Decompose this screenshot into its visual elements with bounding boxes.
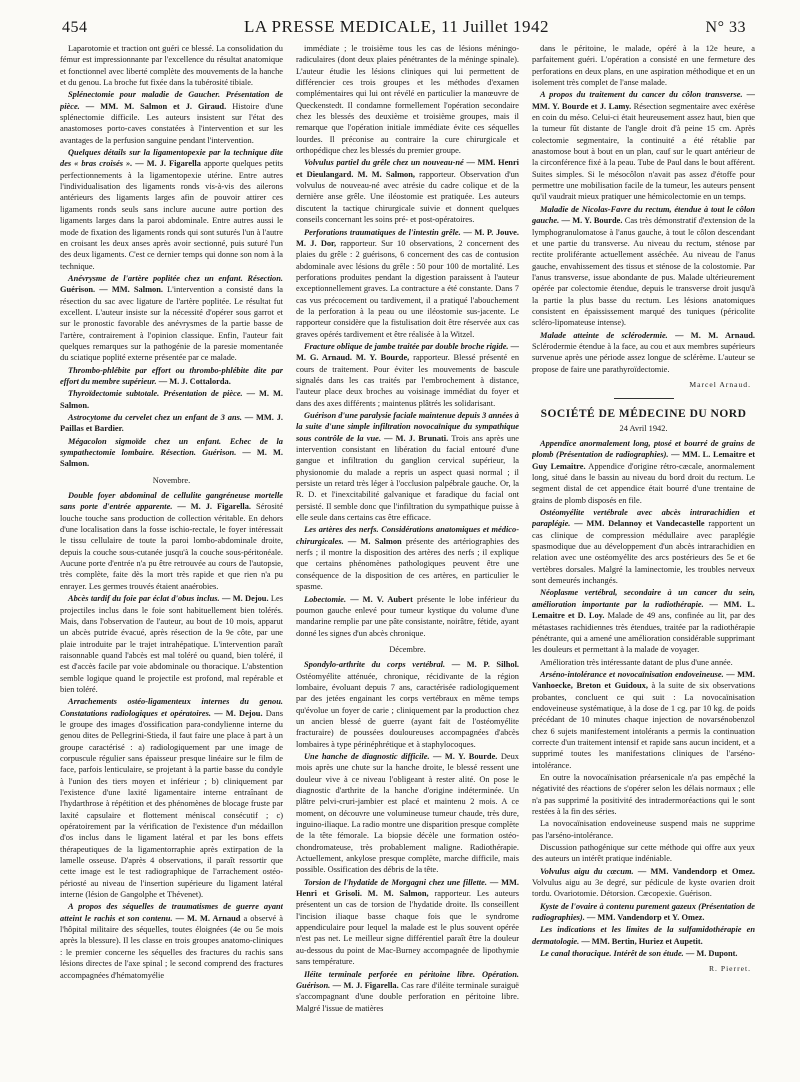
entry-title: Thyroïdectomie subtotale. Présentation de pièce. <box>68 389 243 399</box>
entry-text: apporte quelques petits perfectionnements à la ligamentopexie utérine. Entre autres l'individualisation des ligaments ronds vis-à-vis des ailerons antérieurs des ligaments larges afin de pouvoir attirer ces ligaments ronds seuls sans inclure aucune autre portion des ligaments larges dans la paroi abdominale. Entre autres aussi le mode de fixation des ligaments ronds qui sont suturés l'un à l'autre en croisant les deux anses après avoir sectionné, puis suturé l'un des deux ligaments. C'est ce dernier temps qui donne son nom à la technique. <box>60 159 283 271</box>
entry-title: A propos des séquelles de traumatismes de guerre ayant atteint le rachis et son contenu. <box>60 902 283 923</box>
entry-authors: — M. J. Brunati. <box>380 433 449 443</box>
entry-text: rapporteur. Sur 10 observations, 2 concernent des plaies du grêle : 2 guérisons, 6 concernent des cas de contusion abdominale avec lésions du grêle : 50 pour 100 de mortalité. Les perforations produites pendant la digestion paraissent à l'auteur exceptionnellement graves. La contracture a été constante. Dans 7 cas vus précocement ou tardivement, il a pratiqué l'abouchement de la perforation à la peau ou une iléostomie sus-jacente. Le rapporteur considère que la fistulisation doit être réservée aux cas graves opérés tardivement et être réalisée à la Witzel. <box>296 238 519 339</box>
entry-text: rapporteur. Observation d'un volvulus de nouveau-né avec atrésie du cadre colique et de la dernière anse grêle. Une iléostomie est pratiquée. Les auteurs discutent la tactique chirurgicale suivie et donnent quelques conseils concernant les soins pré- et post-opératoires. <box>296 169 519 225</box>
entry-title: Une hanche de diagnostic difficile. <box>304 751 430 761</box>
entry-text: Histoire d'une splénectomie difficile. Les auteurs insistent sur l'état des anastomoses porto-caves constatées à l'intervention et sur les avantages de la perfusion sanguine pendant l'intervention. <box>60 101 283 145</box>
entry-text: Deux mois après une chute sur la hanche droite, le blessé ressent une douleur vive à ce niveau l'obligeant à rester alité. On pose le diagnostic d'arthrite de la hanche d'origine indéterminée. Un plâtre pelvi-cruri-jambier est placé et maintenu 2 mois. A ce moment, on découvre une volumineuse tumeur chaude, très dure, inguino-iliaque. La radio montre une disparition presque complète de la tête fémorale. La biopsie décèle une formation ostéo-chondromateuse, très probablement maligne. Radiothérapie. Actuellement, ankylose presque complète, marche difficile, mais possible. Ossification des débris de la tête. <box>296 751 519 875</box>
entry-title: A propos du traitement du cancer du côlon transverse. <box>540 90 743 100</box>
entry-title: Les indications et les limites de la sulfamidothérapie en dermatologie. <box>532 925 755 946</box>
entry-text: présente des artériographies des nerfs ; il montre la disposition des artères des nerfs ; il explique que certains phénomènes pathologiques peuvent être une conséquence de la disposition de ces artères, en particulier le spasme. <box>296 536 519 592</box>
entry-title: Volvulus aigu du cæcum. <box>540 866 634 876</box>
communication-entry <box>532 901 755 924</box>
entry-text: rapporteur. Blessé présenté en cours de traitement. Pour éviter les mouvements de bascule signalés dans les cas traités par l'embrochement à distance, l'auteur place deux broches au voisinage immédiat du foyer et dans des axes différents ; maintenus plâtrés les solidarisant. <box>296 353 519 408</box>
entry-text: Sérosité louche touche sans production de collection véritable. En dehors d'une localisation dans la fosse ischio-rectale, le foyer intéressait le tissu cellulaire de toute la paroi lombo-abdominale droite, depuis la couche sous-cutanée jusqu'à la couche sous-péritonéale. Aucune porte d'entrée n'a pu être retrouvée au cours de l'autopsie, très complète, faite dès la mort très rapide et que rien n'a pu enrayer. Les germes trouvés étaient anaérobies. <box>60 502 283 591</box>
column-1 <box>60 43 283 1073</box>
communication-entry <box>60 273 283 364</box>
communication-entry <box>532 587 755 655</box>
communication-entry <box>296 751 519 876</box>
entry-title: Arrachements ostéo-ligamenteux internes du genou. Constatations radiologiques et opératoires. <box>60 697 283 718</box>
entry-text: Résection segmentaire avec exérèse en coin du méso. Celui-ci était heureusement assez haut, bien que la tumeur fût distante de l'angle droit d'à peine 15 cm. Après colectomie segmentaire, la continuité a été rétablie par anastomose bout à bout en un plan, cauf sur le quart antérieur de la circonférence fixé à la peau. Tube de Paul dans le bout afférent. Suites simples. Si le mésocôlon n'avait pas assez d'étoffe pour permettre une mobilisation facile de la tumeur, les auteurs pensent qu'il vaudrait mieux pratiquer une hémicolectomie en un temps. <box>532 101 755 202</box>
communication-entry <box>532 669 755 771</box>
entry-title: Spondylo-arthrite du corps vertébral. <box>304 660 446 670</box>
communication-entry <box>60 365 283 388</box>
paragraph: Amélioration très intéressante datant de plus d'une année. <box>540 657 733 667</box>
communication-entry <box>296 410 519 523</box>
entry-title: Volvulus partiel du grêle chez un nouveau-né <box>304 158 464 168</box>
communication-entry <box>532 438 755 506</box>
month-heading: Décembre. <box>389 644 426 654</box>
entry-title: Arséno-intolérance et novocaïnisation endoveineuse. <box>540 669 724 679</box>
entry-title: Fracture oblique de jambe traitée par double broche rigide. <box>304 341 509 351</box>
entry-text: Trois ans après une intervention consistant en libération du facial entouré d'une gangue et infiltration du ganglion cervical supérieur, la physionomie du malade a repris un aspect quasi normal ; il persiste un retard très léger à l'occlusion palpébrale gauche. Or, la R. D. et l'inexcitabilité galvanique et faradique du facial ont persisté. Il semble donc que l'infiltration du sympathique puisse à elle seule dans certains cas être efficace. <box>296 433 519 523</box>
entry-text: Ostéomyélite atténuée, chronique, récidivante de la région lombaire, évoluant depuis 7 ans, caractérisée radiologiquement par des jetées engainant les corps vertébraux en même temps qu'évolue un foyer de carie ; cliniquement par la production chez un ancien blessé de guerre (ayant fait de l'ostéomyélite fracturaire) de poussées douloureuses accompagnées d'abcès lombaires à type périnéphrétique et à staphylocoques. <box>296 671 519 749</box>
entry-authors: Guérison. — MM. Salmon. <box>60 285 163 295</box>
entry-authors: — M. M. Salmon. <box>60 389 283 410</box>
entry-authors: — MM. Delannoy et Vandecastelle <box>570 519 705 529</box>
section-date: 24 Avril 1942. <box>619 423 668 433</box>
communication-entry <box>532 204 755 329</box>
entry-authors: — MM. Vanhoecke, Breton et Guidoux, <box>532 669 755 691</box>
entry-title: Le canal thoracique. Intérêt de son étude. <box>540 949 684 959</box>
entry-authors: — M. M. Salmon. <box>60 448 283 469</box>
communication-entry <box>532 507 755 586</box>
entry-title: Lobectomie. <box>304 594 347 604</box>
communication-entry <box>60 436 283 470</box>
entry-authors: — M. P. Silhol. <box>445 660 519 670</box>
entry-authors: — M. J. Figarella. <box>330 980 399 990</box>
communication-entry <box>60 593 283 695</box>
signature-pierret: R. Pierret. <box>708 964 751 974</box>
entry-text: Cas rare d'iléite terminale suraiguë s'accompagnant d'une double perforation en péritoine libre. Malgré l'issue de matières <box>296 980 519 1013</box>
entry-title: Astrocytome du cervelet chez un enfant de 3 ans. <box>68 413 242 422</box>
entry-title: Mégacolon sigmoïde chez un enfant. Echec de la sympathectomie lombaire. Résection. Guérison. <box>60 436 283 458</box>
entry-authors: — MM. M. Salmon et J. Giraud. <box>79 101 227 111</box>
communication-entry <box>532 866 755 900</box>
entry-text: Malade de 49 ans, confinée au lit, par des métastases rachidiennes très étendues, traitée par la radiothérapie pénétrante, qui a amené une amélioration considérable supprimant les douleurs et permettant à la malade de voyager. <box>532 611 755 655</box>
paragraph: Laparotomie et traction ont guéri ce blessé. La consolidation du fémur est impressionnante par l'excellence du résultat anatomique et fonctionnel avec liberté complète des mouvements de la hanche et du genou. La broche fut fixée dans la tubérosité tibiale. <box>60 44 283 88</box>
entry-text: Dans le groupe des images d'ossification para-condylienne interne du genou dites de Pellegrini-Stieda, il faut faire une place à part à un groupe caractérisé : a) radiologiquement par une image de corpuscule régulier sans épaisseur presque linéaire sur le film de face, parfois lenticulaire, se projetant à la partie basse du condyle à l'union des tiers moyen et inférieur ; b) cliniquement par l'existence d'une laxité ligamentaire interne entraînant de l'hydarthrose à répétition et des phénomènes de blocage fruste par laxité capsulaire et flottement méniscal consécutif ; c) opératoirement par la vérification de l'existence d'un médaillon d'os inclus dans le ligament latéral et par les bons effets thérapeutiques de la ligamentorraphie après extirpation de la lamelle osseuse. D'après 4 observations, il paraît ressortir que cette image est le test radiographique de l'arrachement ostéo-périosté au niveau de l'insertion supérieure du ligament latéral interne (lésion de Gangolphe et Thévenet). <box>60 708 283 900</box>
communication-entry <box>532 924 755 947</box>
entry-authors: — MM. Vandendorp et Omez. <box>633 866 755 876</box>
page-header <box>62 17 746 39</box>
paragraph: dans le péritoine, le malade, opéré à la 12e heure, a parfaitement guéri. L'opération a consisté en une fermeture des perforations en deux plans, en une aspiration méthodique et en un isolement très complet de l'anse malade. <box>532 44 755 88</box>
entry-title: Appendice anormalement long, ptosé et bourré de grains de plomb (Présentation de radiographies). <box>532 439 755 460</box>
entry-authors: — M. V. Aubert <box>346 594 413 604</box>
entry-authors: — MM. Henri et Grisoli. M. M. Salmon, <box>296 877 519 899</box>
communication-entry <box>296 594 519 639</box>
entry-title: Splénectomie pour maladie de Gaucher. Présentation de pièce. <box>60 90 283 111</box>
text-columns <box>60 43 755 1073</box>
section-divider <box>614 398 674 399</box>
entry-title: Iléite terminale perforée en péritoine libre. Opération. Guérison. <box>296 969 519 990</box>
entry-title: Abcès tardif du foie par éclat d'obus inclus. <box>68 594 220 604</box>
page-number: 454 <box>62 19 88 36</box>
entry-authors: — MM. Bertin, Huriez et Aupetit. <box>579 936 703 946</box>
signature-marcel-arnaud: Marcel Arnaud. <box>689 379 751 389</box>
entry-text: a observé à l'hôpital militaire des séquelles, toutes éloignées (4e ou 5e mois après la blessure). Il les classe en trois groupes anatomo-cliniques : le premier concerne les séquelles des fractures du rachis sans lésions directes de l'axe spinal ; le second comprend des fractures accompagnées d'hématomyélie <box>60 913 283 980</box>
journal-title: LA PRESSE MEDICALE, 11 Juillet 1942 <box>244 17 549 36</box>
communication-entry <box>60 490 283 592</box>
communication-entry <box>296 877 519 968</box>
entry-authors: — M. Dejou. <box>210 708 263 718</box>
entry-authors: — MM. L. Lemaitre et Guy Lemaitre. <box>532 450 755 471</box>
month-heading: Novembre. <box>152 475 191 485</box>
entry-text: à la suite de six observations probantes, concluent ce qui suit : La novocaïnisation endoveineuse systématique, à la dose de 1 cg. par 10 kg. de poids précédant de 10 minutes chaque injection de novarsénobenzol chez 6 sujets manifestement intolérants a permis la continuation correcte d'un traitement intensif et rapide sans aucun incident, et a supprimé toutes les manifestations cliniques de l'arséno-intolérance. <box>532 681 755 770</box>
entry-title: Perforations traumatiques de l'intestin grêle. <box>304 227 461 237</box>
communication-entry <box>532 89 755 202</box>
communication-entry <box>532 948 755 959</box>
entry-text: Volvulus aigu au 3e degré, sur pédicule de kyste ovarien droit tordu. Ovariotomie. Détorsion. Cæcopexie. Guérison. <box>532 878 755 899</box>
column-2 <box>296 43 519 1073</box>
entry-title: Torsion de l'hydatide de Morgagni chez une fillette. <box>304 877 487 887</box>
entry-title: Quelques détails sur la ligamentopexie par la technique dite des « bras croisés ». <box>60 148 283 169</box>
communication-entry <box>296 227 519 340</box>
communication-entry <box>60 89 283 146</box>
entry-authors: — MM. J. Paillas et Bardier. <box>60 413 283 434</box>
paragraph: Discussion pathogénique sur cette méthode qui offre aux yeux des auteurs un intérêt pratique indéniable. <box>532 843 755 864</box>
entry-authors: — M. Dupont. <box>683 949 738 959</box>
entry-title: Ostéomyélite vertébrale avec abcès intrarachidien et paraplégie. <box>532 508 755 529</box>
entry-title: Guérison d'une paralysie faciale maintenue depuis 3 années à la suite d'une simple infiltration novocaïnique du sympathique sous contrôle de la vue. <box>296 411 519 443</box>
column-3-top <box>532 43 755 375</box>
entry-authors: — M. M. Arnaud. <box>667 330 755 340</box>
entry-authors: — MM. Vandendorp et Y. Omez. <box>584 913 705 923</box>
entry-title: Malade atteinte de sclérodermie. <box>540 330 668 340</box>
paragraph: immédiate ; le troisième tous les cas de lésions méningo-radiculaires (dont deux plaies pénétrantes de la méninge spinale). L'auteur étudie les lésions cliniques qui lui permettent de différencier ces trois groupes et les méthodes d'examen complémentaires qui lui ont révélé en particulier la manœuvre de Queckenstedt. Il condamne formellement l'opération secondaire chez les blessés des deuxième et troisième groupes, mais il remarque que l'opération initiale immédiate évite ces séquelles lourdes. Il préconise au contraire la cure chirurgicale et orthopédique chez les blessés du premier groupe. <box>296 44 519 156</box>
paragraph: En outre la novocaïnisation préarsenicale n'a pas empêché la négativité des réactions de s'opérer selon les délais normaux ; elle n'a pas supprimé la positivité des intradermoréactions qui le sont restées à la fin des séries. <box>532 772 755 816</box>
communication-entry <box>60 388 283 411</box>
entry-text: Cas très démonstratif d'extension de la lymphogranulomatose à l'anus gauche, à tout le côlon descendant et une partie du transverse. Au niveau du rectum, sténose par rectite proliférante actuellement asséchée. Au niveau de l'anus gauche, envahissement des tissus et sténose de la colostomie. Par l'anus transverse, issue abondante de pus. Malade ultérieurement opérée par colectomie étendue, depuis le transverse droit jusqu'à la partie la plus basse du rectum. Les lésions anatomiques consistent en épaississement marqué des tuniques (péricolite scléro-lipomateuse intense). <box>532 216 755 328</box>
communication-entry <box>60 696 283 900</box>
entry-text: Appendice d'origine rétro-cæcale, anormalement long, situé dans le bassin au niveau du bord droit du rectum. Le segment distal de cet appendice était bourré d'une trentaine de grains de plomb disposés en file. <box>532 461 755 505</box>
entry-title: Les artères des nerfs. Considérations anatomiques et médico-chirurgicales. <box>296 525 519 546</box>
entry-text: L'intervention a consisté dans la résection du sac avec ligature de l'artère poplitée. Le résultat fut excellent. L'auteur insiste sur la nécessité d'opérer sous garrot et sur le pronostic favorable des anévrysmes de la partie basse de l'artère, contrairement à l'opinion classique. Enfin, l'auteur fait quelques remarques sur la pathogénie de la paresie momentanée du sciatique poplité externe présentée par ce malade. <box>60 285 283 363</box>
entry-text: présente le lobe inférieur du poumon gauche enlevé pour tumeur kystique du volume d'une mandarine remplie par une pâte consistante, noirâtre, fétide, ayant donné les signes d'un abcès chronique. <box>296 594 519 638</box>
section-title: SOCIÉTÉ DE MÉDECINE DU NORD <box>540 408 747 421</box>
entry-authors: — MM. Henri et Dieulangard. M. M. Salmon, <box>296 158 519 179</box>
communication-entry <box>60 901 283 980</box>
communication-entry <box>296 524 519 592</box>
entry-title: Anévrysme de l'artère poplitée chez un enfant. Résection. <box>68 273 283 283</box>
column-3 <box>532 43 755 1073</box>
entry-authors: — MM. L. Lemaitre et D. Loy. <box>532 599 755 621</box>
entry-authors: — M. P. Jouve. M. J. Dor, <box>296 227 519 248</box>
entry-authors: — M. G. Arnaud. M. Y. Bourde, <box>296 341 519 363</box>
communication-entry <box>296 341 519 409</box>
communication-entry <box>296 969 519 1014</box>
entry-title: Double foyer abdominal de cellulite gangréneuse mortelle sans porte d'entrée apparente. <box>60 491 283 512</box>
communication-entry <box>296 659 519 750</box>
entry-authors: — M. M. Arnaud <box>172 913 241 923</box>
entry-title: Maladie de Nicolas-Favre du rectum, étendue à tout le côlon gauche. <box>532 204 755 226</box>
column-3-bottom <box>532 438 755 959</box>
communication-entry <box>60 412 283 435</box>
communication-entry <box>296 157 519 225</box>
entry-text: Les projectiles inclus dans le foie sont habituellement bien tolérés. Mais, dans l'observation de l'auteur, au bout de 10 mois, apparut un abcès putride évacué, après résection de la 9e côte, par une plaie introduite par le trajet intrahépatique. L'intervention paraît raisonnable quand l'abcès est mal toléré ou quand, bien toléré, il est d'accès facile par voie abdominale ou thoracique. L'abstention semble logique quand le projectile est profond, mal repérable et bien toléré. <box>60 594 283 694</box>
entry-text: rapporteur. Les auteurs présentent un cas de torsion de l'hydatide droite. Ils conseillent l'incision iliaque basse chaque fois que le syndrome appendiculaire pour lequel la malade est le plus souvent opérée n'est pas net. Le meilleur signe différentiel paraît être la douleur au-dessous du point de Mac-Burney accompagnée de lipothymie sans température. <box>296 889 519 967</box>
entry-text: Sclérodermie étendue à la face, au cou et aux membres supérieurs survenue après une période assez longue de sclérème. L'auteur se propose de faire une parathyroïdectomie. <box>532 341 755 374</box>
entry-title: Néoplasme vertébral, secondaire à un cancer du sein, amélioration importante par la radiothérapie. <box>532 588 755 609</box>
entry-authors: — MM. Y. Bourde et J. Lamy. <box>532 90 755 111</box>
entry-authors: — M. Y. Bourde. <box>559 216 623 226</box>
entry-authors: — M. Y. Bourde. <box>429 751 498 761</box>
entry-authors: — M. J. Figarella <box>132 159 201 169</box>
entry-title: Kyste de l'ovaire à contenu purement gazeux (Présentation de radiographies). <box>532 901 755 923</box>
communication-entry <box>60 147 283 272</box>
entry-authors: — M. J. Cottalorda. <box>156 376 231 386</box>
paragraph: La novocaïnisation endoveineuse suspend mais ne supprime pas l'arséno-intolérance. <box>532 819 755 840</box>
entry-authors: — M. Salmon <box>343 536 402 546</box>
entry-text: rapportent un cas clinique de compression médullaire avec paraplégie spasmodique due au développement d'un abcès intrarachidien en relation avec une ostéomyélite des arcs postérieurs des 5e et 6e vertèbres dorsales. Malgré la laminectomie, les troubles nerveux sont demeurés inchangés. <box>532 519 755 586</box>
entry-title: Thrombo-phlébite par effort ou thrombo-phlébite dite par effort du membre supérieur. <box>60 365 283 386</box>
communication-entry <box>532 330 755 375</box>
entry-authors: — M. J. Figarella. <box>172 502 252 512</box>
issue-number: N° 33 <box>705 19 746 36</box>
entry-authors: — M. Dejou. <box>219 594 269 604</box>
